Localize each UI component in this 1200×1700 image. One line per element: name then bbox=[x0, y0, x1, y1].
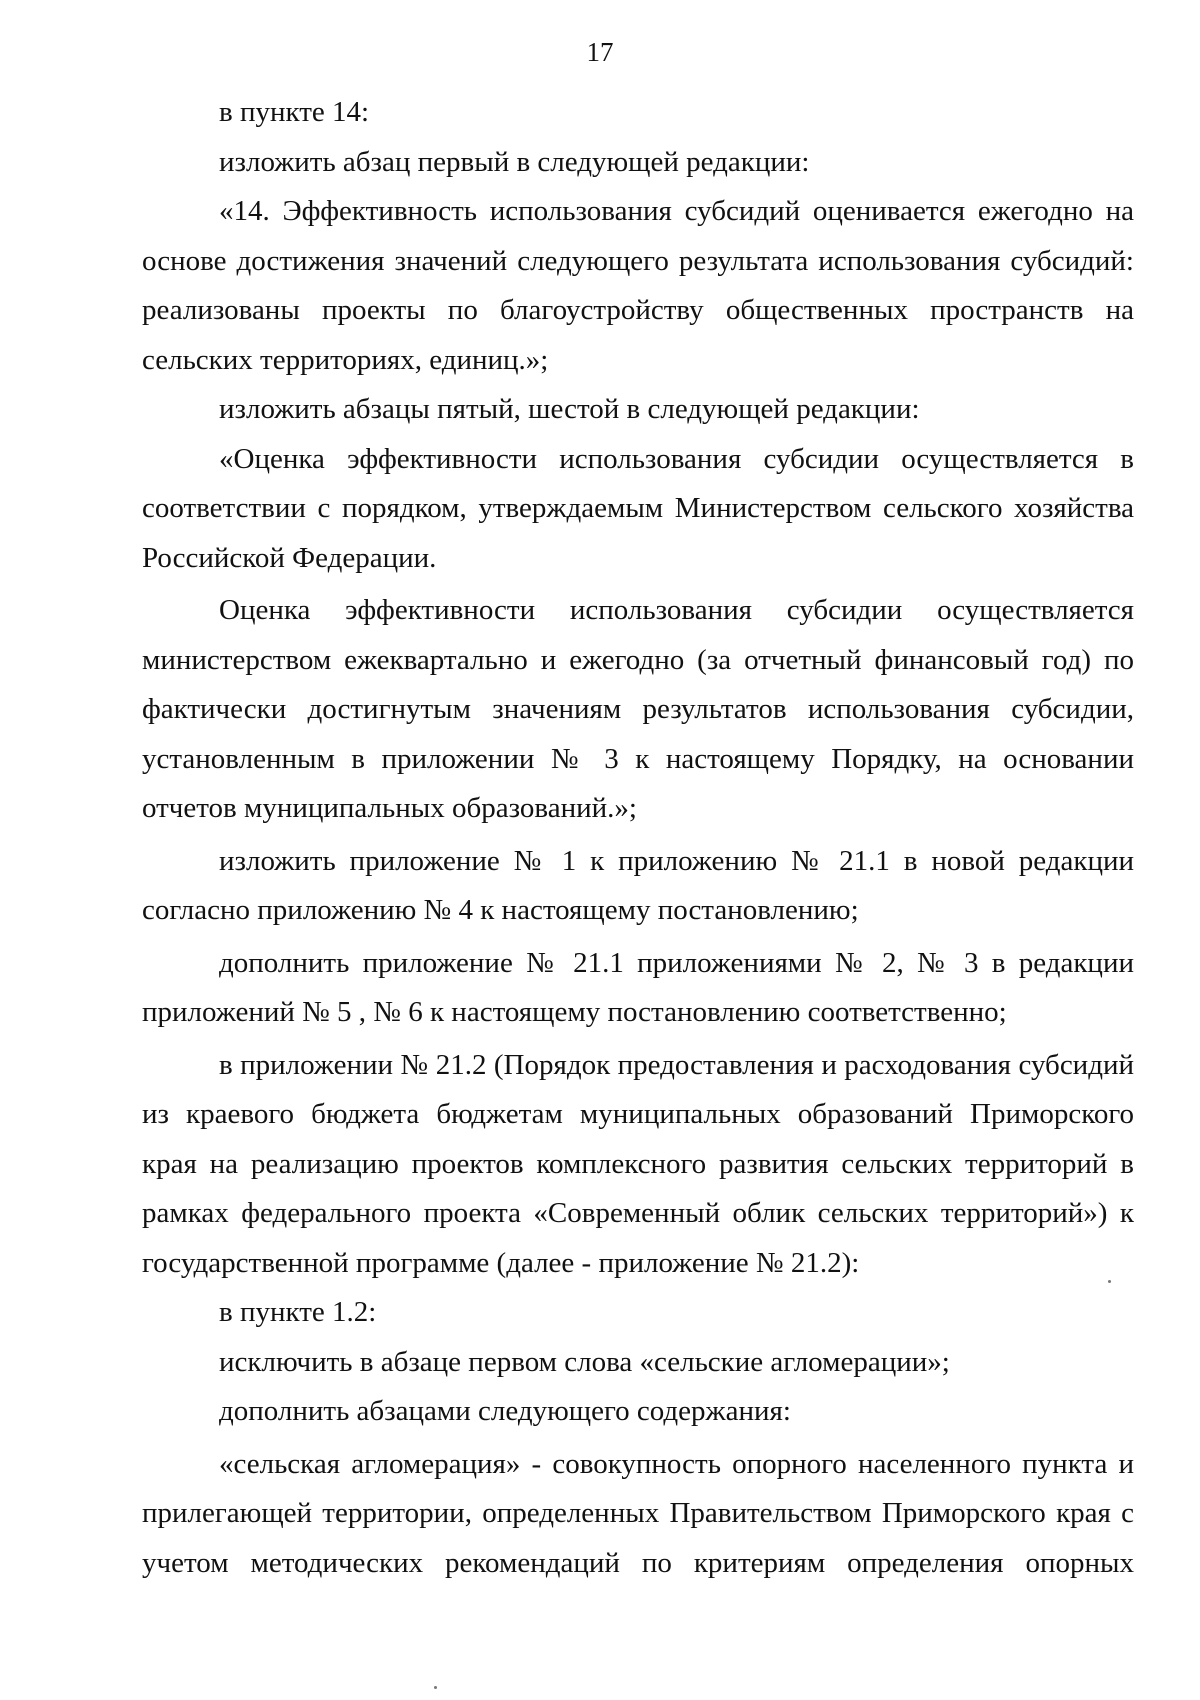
document-body bbox=[142, 88, 1134, 1588]
paragraph: в пункте 14: bbox=[219, 96, 370, 128]
paragraph: изложить абзац первый в следующей редакции: bbox=[219, 145, 810, 178]
paragraph: Оценка эффективности использования субсидии осуществляется министерством ежеквартально и ежегодно (за отчетный финансовый год) по фактически достигнутым значениям результатов использования субсидии, установленным в приложении № 3 к настоящему Порядку, на основании отчетов муниципальных образований.»; bbox=[142, 594, 1134, 824]
paragraph: «Оценка эффективности использования субсидии осуществляется в соответствии с порядком, утверждаемым Министерством сельского хозяйства Российской Федерации. bbox=[142, 442, 1134, 574]
paragraph: «14. Эффективность использования субсидий оценивается ежегодно на основе достижения значений следующего результата использования субсидий: реализованы проекты по благоустройству общественных пространств на сельских территориях, единиц.»; bbox=[142, 195, 1134, 376]
paragraph: изложить приложение № 1 к приложению № 21.1 в новой редакции согласно приложению № 4 к настоящему постановлению; bbox=[142, 844, 1134, 926]
scan-speck bbox=[434, 1686, 437, 1689]
paragraph: дополнить приложение № 21.1 приложениями № 2, № 3 в редакции приложений № 5 , № 6 к настоящему постановлению соответственно; bbox=[142, 946, 1134, 1028]
page-number: 17 bbox=[586, 37, 614, 67]
paragraph: изложить абзацы пятый, шестой в следующей редакции: bbox=[219, 393, 920, 425]
paragraph: «сельская агломерация» - совокупность опорного населенного пункта и прилегающей территории, определенных Правительством Приморского края с учетом методических рекомендаций по критериям определения опорных bbox=[142, 1447, 1134, 1579]
paragraph: в пункте 1.2: bbox=[219, 1296, 377, 1328]
paragraph: в приложении № 21.2 (Порядок предоставления и расходования субсидий из краевого бюджета бюджетам муниципальных образований Приморского края на реализацию проектов комплексного развития сельских территорий в рамках федерального проекта «Современный облик сельских территорий») к государственной программе (далее - приложение № 21.2): bbox=[142, 1048, 1134, 1279]
paragraph: дополнить абзацами следующего содержания: bbox=[219, 1395, 791, 1427]
paragraph: исключить в абзаце первом слова «сельские агломерации»; bbox=[219, 1345, 950, 1378]
scan-speck bbox=[1108, 1280, 1111, 1283]
